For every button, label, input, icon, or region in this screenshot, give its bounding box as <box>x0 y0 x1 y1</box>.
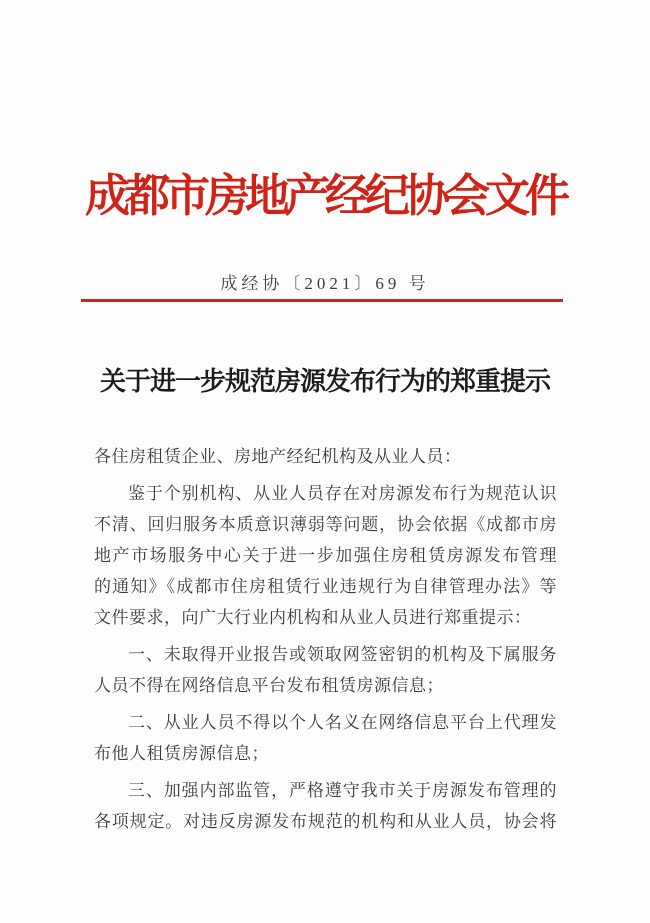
paragraph-4 <box>94 775 557 837</box>
salutation: 各住房租赁企业、房地产经纪机构及从业人员： <box>94 447 462 466</box>
text-line: 的通知》《成都市住房租赁行业违规行为自律管理办法》等 <box>94 577 557 596</box>
text-line: 鉴于个别机构、从业人员存在对房源发布行为规范认识 <box>128 484 557 503</box>
text-line: 三、加强内部监管，严格遵守我市关于房源发布管理的 <box>128 781 557 800</box>
paragraph-2 <box>94 639 557 701</box>
text-line: 人员不得在网络信息平台发布租赁房源信息； <box>94 676 444 695</box>
doc-number: 成经协〔2021〕69 号 <box>220 274 430 293</box>
text-line: 文件要求，向广大行业内机构和从业人员进行郑重提示： <box>94 608 532 627</box>
document-title: 关于进一步规范房源发布行为的郑重提示 <box>99 367 550 396</box>
text-line: 各项规定。对违反房源发布规范的机构和从业人员，协会将 <box>94 812 557 831</box>
text-line: 一、未取得开业报告或领取网签密钥的机构及下属服务 <box>128 645 557 664</box>
text-line: 布他人租赁房源信息； <box>94 744 269 763</box>
document-body <box>94 441 557 837</box>
text-line: 不清、回归服务本质意识薄弱等问题，协会依据《成都市房 <box>94 515 557 534</box>
text-line: 二、从业人员不得以个人名义在网络信息平台上代理发 <box>128 713 557 732</box>
org-title: 成都市房地产经纪协会文件 <box>84 171 565 221</box>
paragraph-1 <box>94 478 557 633</box>
text-line: 地产市场服务中心关于进一步加强住房租赁房源发布管理 <box>94 546 557 565</box>
red-divider <box>81 299 563 302</box>
paragraph-3 <box>94 707 557 769</box>
